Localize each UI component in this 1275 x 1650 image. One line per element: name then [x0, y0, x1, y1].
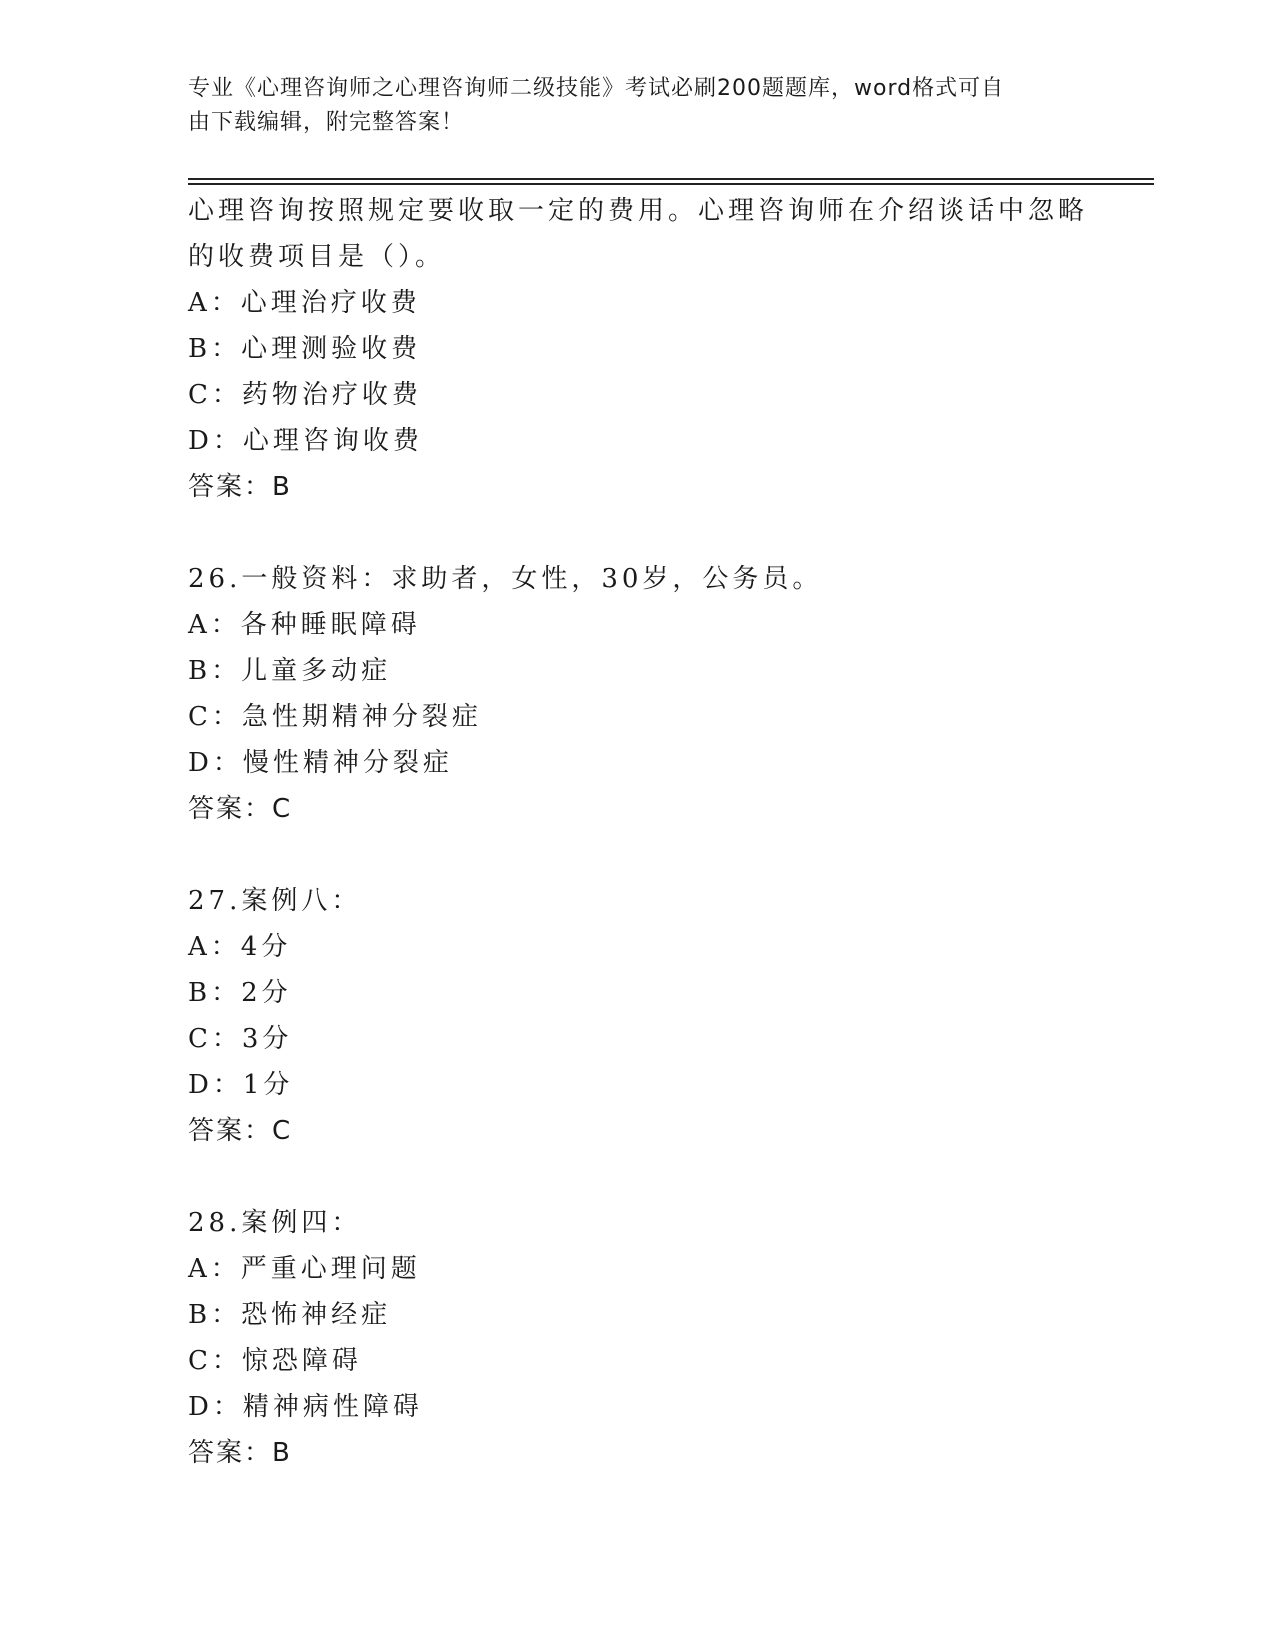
answer-line: 答案：B: [188, 472, 292, 502]
answer-line: 答案：C: [188, 1116, 293, 1146]
question-stem: 27.案例八：: [188, 886, 362, 916]
option-b: B：儿童多动症: [188, 656, 392, 686]
answer-line: 答案：C: [188, 794, 293, 824]
header-divider-bottom: [188, 183, 1154, 185]
question-stem: 的收费项目是（）。: [188, 242, 446, 272]
option-d: D：心理咨询收费: [188, 426, 423, 456]
option-c: C：药物治疗收费: [188, 380, 422, 410]
option-b: B：恐怖神经症: [188, 1300, 392, 1330]
option-d: D：精神病性障碍: [188, 1392, 423, 1422]
question-block: [188, 878, 1088, 1154]
spacer: [188, 832, 1088, 878]
option-a: A：严重心理问题: [188, 1254, 421, 1284]
option-b: B：2分: [188, 978, 292, 1008]
question-block: [188, 1200, 1088, 1476]
spacer: [188, 1154, 1088, 1200]
answer-line: 答案：B: [188, 1438, 292, 1468]
header-line-2: 由下载编辑，附完整答案！: [188, 110, 465, 135]
option-a: A：各种睡眠障碍: [188, 610, 421, 640]
option-d: D：1分: [188, 1070, 294, 1100]
option-b: B：心理测验收费: [188, 334, 422, 364]
question-stem: 26.一般资料：求助者，女性，30岁，公务员。: [188, 564, 823, 594]
option-a: A：4分: [188, 932, 292, 962]
question-stem: 28.案例四：: [188, 1208, 362, 1238]
option-c: C：惊恐障碍: [188, 1346, 362, 1376]
question-block: [188, 188, 1088, 510]
option-c: C：急性期精神分裂症: [188, 702, 482, 732]
option-a: A：心理治疗收费: [188, 288, 421, 318]
option-c: C：3分: [188, 1024, 293, 1054]
question-block: [188, 556, 1088, 832]
document-header: [188, 72, 1068, 140]
header-line-1: 专业《心理咨询师之心理咨询师二级技能》考试必刷200题题库，word格式可自: [188, 76, 1005, 101]
spacer: [188, 510, 1088, 556]
question-stem: 心理咨询按照规定要收取一定的费用。心理咨询师在介绍谈话中忽略: [188, 196, 1089, 226]
question-list: [188, 188, 1088, 1476]
header-divider-top: [188, 178, 1154, 180]
option-d: D：慢性精神分裂症: [188, 748, 453, 778]
